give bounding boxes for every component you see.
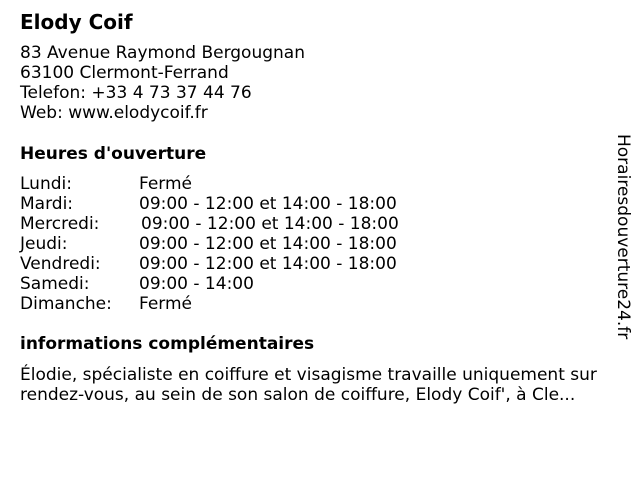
site-watermark: Horairesdouverture24.fr — [613, 134, 633, 340]
hours-time: 09:00 - 14:00 — [139, 274, 254, 294]
hours-day: Jeudi: — [20, 234, 68, 254]
hours-day: Mercredi: — [20, 214, 100, 234]
hours-time: 09:00 - 12:00 et 14:00 - 18:00 — [139, 194, 397, 214]
hours-time: 09:00 - 12:00 et 14:00 - 18:00 — [139, 234, 397, 254]
business-name: Elody Coif — [20, 10, 133, 34]
hours-day: Lundi: — [20, 174, 72, 194]
website: Web: www.elodycoif.fr — [20, 103, 208, 123]
hours-day: Mardi: — [20, 194, 74, 214]
address-street: 83 Avenue Raymond Bergougnan — [20, 43, 305, 63]
hours-time: Fermé — [139, 294, 193, 314]
hours-time: Fermé — [139, 174, 193, 194]
address-city: 63100 Clermont-Ferrand — [20, 63, 229, 83]
info-heading: informations complémentaires — [20, 334, 315, 354]
hours-time: 09:00 - 12:00 et 14:00 - 18:00 — [141, 214, 399, 234]
hours-day: Samedi: — [20, 274, 90, 294]
address-block — [20, 43, 305, 123]
description-line: rendez-vous, au sein de son salon de coiffure, Elody Coif', à Cle... — [20, 385, 576, 405]
description-text — [20, 365, 615, 405]
phone-number: Telefon: +33 4 73 37 44 76 — [20, 83, 252, 103]
hours-day: Dimanche: — [20, 294, 112, 314]
hours-day: Vendredi: — [20, 254, 101, 274]
hours-time: 09:00 - 12:00 et 14:00 - 18:00 — [139, 254, 397, 274]
description-line: Élodie, spécialiste en coiffure et visagisme travaille uniquement sur — [20, 365, 597, 385]
hours-heading: Heures d'ouverture — [20, 144, 207, 164]
